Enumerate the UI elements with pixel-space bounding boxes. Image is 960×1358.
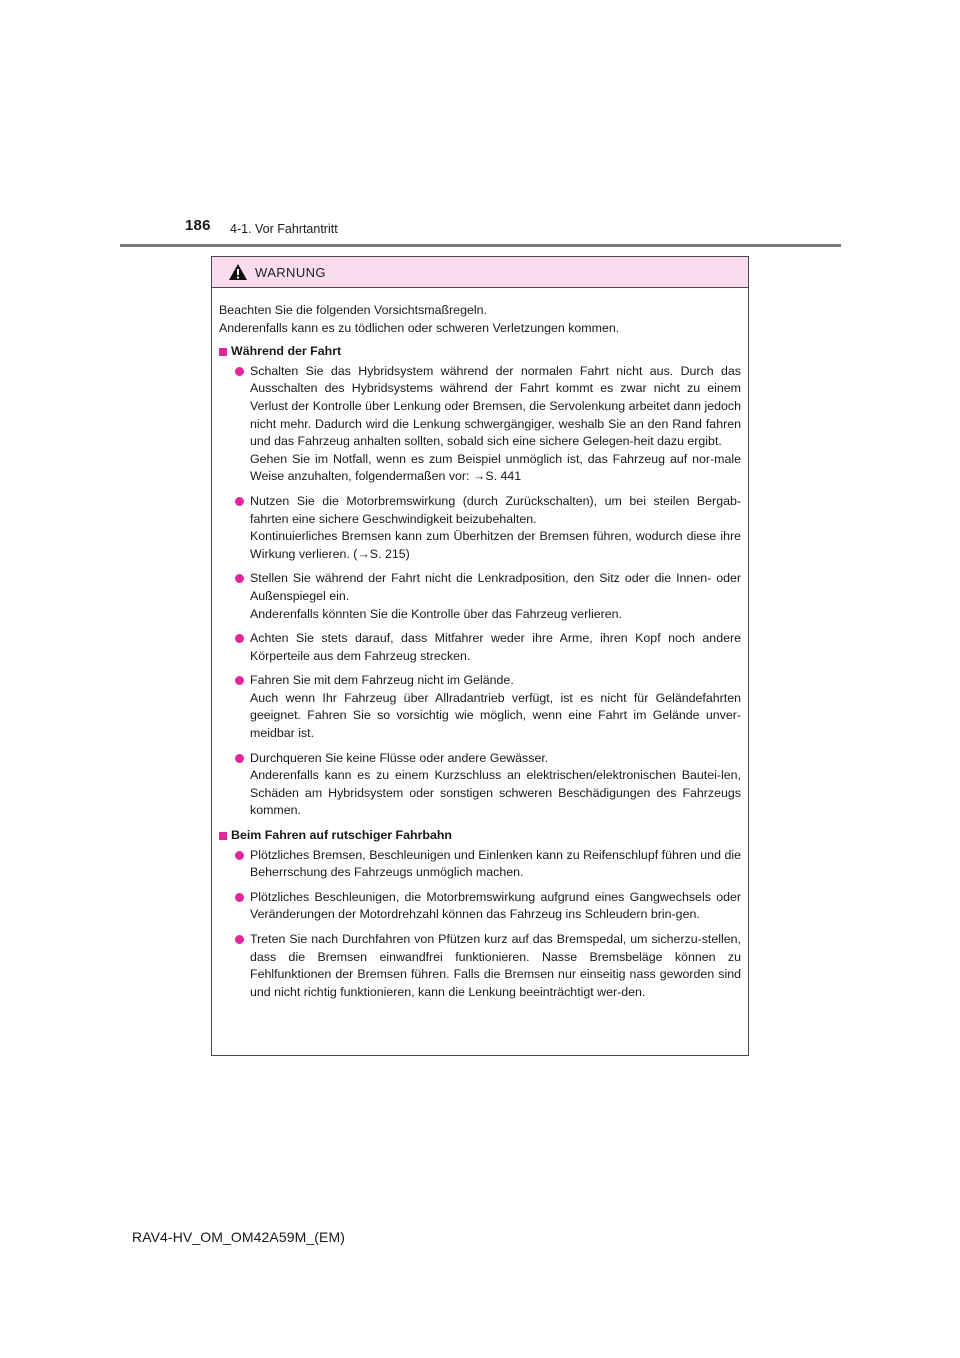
section-heading-text: Während der Fahrt	[231, 344, 342, 359]
list-item	[219, 889, 741, 924]
item-paragraph: Kontinuierliches Bremsen kann zum Überhitzen der Bremsen führen, wodurch diese ihre Wirkung verlieren. (→S. 215)	[250, 529, 741, 561]
page-number: 186	[185, 217, 211, 234]
bullet-dot-icon	[235, 634, 244, 643]
item-paragraph: Anderenfalls kann es zu einem Kurzschluss an elektrischen/elektronischen Bautei-len, Schäden am Hybridsystem oder sonstigen schweren Beschädigungen des Fahrzeugs kommen.	[250, 768, 741, 818]
item-paragraph: Achten Sie stets darauf, dass Mitfahrer weder ihre Arme, ihren Kopf noch andere Körperteile aus dem Fahrzeug strecken.	[250, 631, 741, 663]
bullet-dot-icon	[235, 574, 244, 583]
item-text	[250, 493, 741, 563]
square-bullet-icon	[219, 832, 227, 840]
item-text	[250, 750, 741, 820]
section-heading	[219, 343, 741, 361]
list-item	[219, 570, 741, 623]
item-paragraph: Auch wenn Ihr Fahrzeug über Allradantrieb verfügt, ist es nicht für Geländefahrten geeignet. Fahren Sie so vorsichtig wie möglich, wenn eine Fahrt im Gelände unver-meidbar ist.	[250, 690, 741, 741]
list-item	[219, 672, 741, 742]
item-text	[250, 570, 741, 623]
bullet-dot-icon	[235, 367, 244, 376]
item-text	[250, 889, 741, 924]
warning-section	[219, 827, 741, 1001]
item-paragraph: Treten Sie nach Durchfahren von Pfützen kurz auf das Bremspedal, um sicherzu-stellen, dass die Bremsen einwandfrei funktionieren. Nasse Bremsbeläge können zu Fehlfunktionen der Bremsen führen. Falls die Bremsen nur einseitig nass geworden sind und nicht richtig funktionieren, kann die Lenkung beeinträchtigt wer-den.	[250, 932, 741, 999]
section-heading	[219, 827, 741, 845]
list-item	[219, 931, 741, 1001]
item-paragraph: Stellen Sie während der Fahrt nicht die Lenkradposition, den Sitz oder die Innen- oder Außenspiegel ein.	[250, 571, 741, 603]
item-paragraph: Nutzen Sie die Motorbremswirkung (durch Zurückschalten), um bei steilen Bergab-fahrten eine sichere Geschwindigkeit beizubehalten.	[250, 493, 741, 526]
header-rule	[120, 244, 841, 247]
warning-sections	[219, 343, 741, 1001]
bullet-dot-icon	[235, 497, 244, 506]
bullet-dot-icon	[235, 935, 244, 944]
item-paragraph: Fahren Sie mit dem Fahrzeug nicht im Gelände.	[250, 673, 514, 688]
list-item	[219, 750, 741, 820]
list-item	[219, 847, 741, 882]
warning-body	[212, 288, 748, 1001]
warning-header	[212, 257, 748, 288]
warning-section	[219, 343, 741, 820]
intro-line: Beachten Sie die folgenden Vorsichtsmaßregeln.	[219, 303, 487, 317]
bullet-dot-icon	[235, 851, 244, 860]
item-text	[250, 672, 741, 742]
list-item	[219, 493, 741, 563]
section-heading-text: Beim Fahren auf rutschiger Fahrbahn	[231, 828, 453, 843]
item-paragraph: Durchqueren Sie keine Flüsse oder andere Gewässer.	[250, 750, 549, 765]
list-item	[219, 363, 741, 486]
footer-code: RAV4-HV_OM_OM42A59M_(EM)	[132, 1229, 345, 1245]
item-text	[250, 931, 741, 1001]
item-text	[250, 847, 741, 882]
list-item	[219, 630, 741, 665]
bullet-dot-icon	[235, 754, 244, 763]
item-paragraph: Schalten Sie das Hybridsystem während der normalen Fahrt nicht aus. Durch das Ausschalten des Hybridsystems während der Fahrt kommt es zwar nicht zu einem Verlust der Kontrolle über Lenkung oder Bremsen, die Servolenkung arbeitet dann jedoch nicht mehr. Dadurch wird die Lenkung schwergängiger, weshalb Sie an den Rand fahren und das Fahrzeug anhalten sollten, sobald sich eine sichere Gelegen-heit dazu ergibt.	[250, 363, 741, 449]
warning-intro	[219, 302, 741, 337]
item-paragraph: Gehen Sie im Notfall, wenn es zum Beispiel unmöglich ist, das Fahrzeug auf nor-male Weise anzuhalten, folgendermaßen vor: →S. 441	[250, 451, 741, 484]
item-paragraph: Plötzliches Beschleunigen, die Motorbremswirkung aufgrund eines Gangwechsels oder Veränderungen der Motordrehzahl können das Fahrzeug ins Schleudern brin-gen.	[250, 889, 741, 922]
warning-title: WARNUNG	[255, 264, 326, 280]
bullet-dot-icon	[235, 676, 244, 685]
bullet-dot-icon	[235, 893, 244, 902]
warning-triangle-icon	[228, 263, 248, 281]
item-text	[250, 363, 741, 486]
item-text	[250, 630, 741, 665]
warning-box	[211, 256, 749, 1056]
item-paragraph: Anderenfalls könnten Sie die Kontrolle über das Fahrzeug verlieren.	[250, 606, 622, 621]
square-bullet-icon	[219, 348, 227, 356]
intro-line: Anderenfalls kann es zu tödlichen oder schweren Verletzungen kommen.	[219, 320, 620, 335]
section-title: 4-1. Vor Fahrtantritt	[230, 222, 338, 236]
item-paragraph: Plötzliches Bremsen, Beschleunigen und Einlenken kann zu Reifenschlupf führen und die Beherrschung des Fahrzeugs unmöglich machen.	[250, 847, 741, 880]
